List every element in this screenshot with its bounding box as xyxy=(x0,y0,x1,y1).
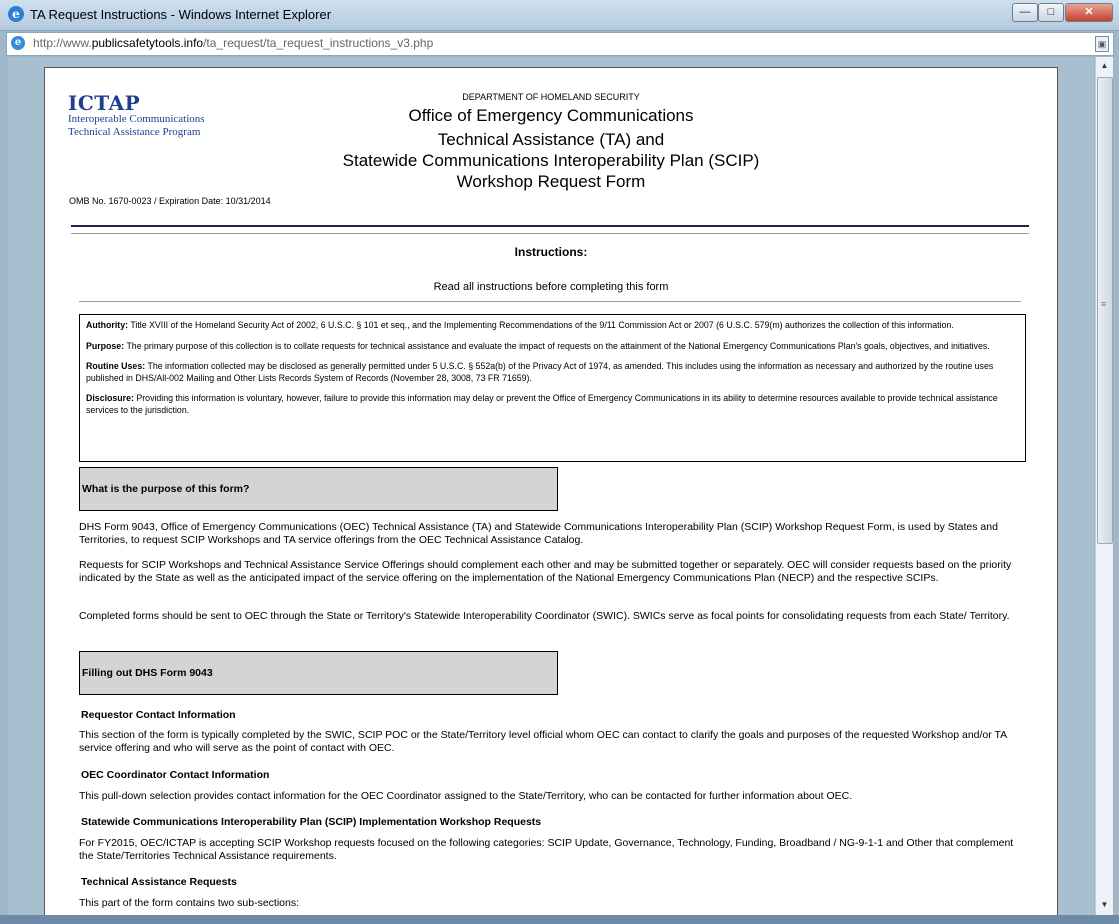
content-viewport xyxy=(8,57,1094,915)
url-domain: publicsafetytools.info xyxy=(91,36,204,50)
purpose-paragraph-3: Completed forms should be sent to OEC through the State or Territory's Statewide Interoperability Coordinator (SWIC). SWICs serve as focal points for consolidating requests from each State/ Territory. xyxy=(79,610,1010,622)
form-page xyxy=(44,67,1058,915)
header-divider-thick xyxy=(71,225,1029,227)
close-button[interactable]: ✕ xyxy=(1065,3,1113,22)
purpose-label: Purpose: xyxy=(86,340,125,351)
form-title-line4: Workshop Request Form xyxy=(456,172,646,191)
disclosure-paragraph xyxy=(86,393,1019,416)
url-prefix: http://www. xyxy=(33,36,92,50)
scip-subheading: Statewide Communications Interoperability Plan (SCIP) Implementation Workshop Requests xyxy=(81,816,542,828)
ictap-logo: ICTAP xyxy=(68,91,141,115)
header-divider-thin xyxy=(71,233,1029,234)
oec-coordinator-text: This pull-down selection provides contact information for the OEC Coordinator assigned to the State/Territory, who can be contacted for further information about OEC. xyxy=(79,790,853,802)
instructions-heading: Instructions: xyxy=(514,245,588,259)
routine-uses-paragraph xyxy=(86,361,1019,384)
address-bar[interactable] xyxy=(6,32,1114,56)
scroll-up-arrow-icon[interactable]: ▲ xyxy=(1100,61,1109,70)
internet-explorer-icon: e xyxy=(8,6,24,22)
requestor-text: This section of the form is typically completed by the SWIC, SCIP POC or the State/Territory level official whom OEC can contact to clarify the goals and purposes of the requested Workshop and/or TA service offering and who will serve as the point of contact with OEC. xyxy=(79,729,1007,754)
department-label: DEPARTMENT OF HOMELAND SECURITY xyxy=(462,92,640,102)
ta-requests-subheading: Technical Assistance Requests xyxy=(81,876,237,888)
url-path: /ta_request/ta_request_instructions_v3.php xyxy=(203,36,434,50)
window-titlebar[interactable] xyxy=(0,0,1119,31)
maximize-button[interactable]: □ xyxy=(1038,3,1064,22)
disclosure-text: Providing this information is voluntary, however, failure to provide this information may delay or prevent the Office of Emergency Communications in its ability to determine resources available to provide technical assistance services to the jurisdiction. xyxy=(86,393,998,415)
omb-number: OMB No. 1670-0023 / Expiration Date: 10/31/2014 xyxy=(69,196,271,206)
vertical-scrollbar[interactable] xyxy=(1095,57,1113,915)
authority-box xyxy=(79,314,1026,462)
purpose-paragraph-2: Requests for SCIP Workshops and Technical Assistance Service Offerings should complement each other and may be submitted together or separately. OEC will consider requests based on the priority indicated by the State as well as the anticipated impact of the service offering on the implementation of the National Emergency Communications Plan (NECP) and the respective SCIPs. xyxy=(79,559,1012,584)
purpose-section-header: What is the purpose of this form? xyxy=(79,467,558,511)
authority-text: Title XVIII of the Homeland Security Act of 2002, 6 U.S.C. § 101 et seq., and the Implementing Recommendations of the 9/11 Commission Act or 2007 (6 U.S.C. 579(m) authorizes the collection of this information. xyxy=(130,320,954,330)
filling-section-header: Filling out DHS Form 9043 xyxy=(79,651,558,695)
taskbar-strip xyxy=(0,915,1119,924)
routine-uses-label: Routine Uses: xyxy=(86,361,146,371)
compatibility-view-icon[interactable]: ▣ xyxy=(1095,36,1109,52)
form-title-line2: Technical Assistance (TA) and xyxy=(437,130,665,149)
requestor-subheading: Requestor Contact Information xyxy=(81,709,236,721)
page-favicon-icon: e xyxy=(11,36,25,50)
logo-subtitle-line1: Interoperable Communications xyxy=(68,113,205,125)
ta-requests-text: This part of the form contains two sub-sections: xyxy=(79,897,300,909)
url-text[interactable] xyxy=(33,36,433,50)
form-title-line3: Statewide Communications Interoperability Plan (SCIP) xyxy=(342,151,760,170)
scrollbar-thumb[interactable] xyxy=(1097,77,1113,544)
instructions-divider xyxy=(79,301,1021,302)
minimize-button[interactable]: — xyxy=(1012,3,1038,22)
read-all-note: Read all instructions before completing this form xyxy=(433,281,669,293)
form-title-line1: Office of Emergency Communications xyxy=(408,106,694,125)
scroll-down-arrow-icon[interactable]: ▼ xyxy=(1100,900,1109,909)
disclosure-label: Disclosure: xyxy=(86,393,134,403)
scrollbar-grip-icon: ≡ xyxy=(1101,299,1107,309)
purpose-paragraph-1: DHS Form 9043, Office of Emergency Communications (OEC) Technical Assistance (TA) and Statewide Communications Interoperability Plan (SCIP) Workshop Request Form, is used by States and Territories, to request SCIP Workshops and TA service offerings from the OEC Technical Assistance Catalog. xyxy=(79,521,998,546)
routine-uses-text: The information collected may be disclosed as generally permitted under 5 U.S.C. § 552a(b) of the Privacy Act of 1974, as amended. This includes using the information as necessary and authorized by the routine uses published in DHS/All-002 Mailing and Other Lists Records System of Records (November 28, 3008, 73 FR 71659). xyxy=(86,361,994,383)
logo-subtitle-line2: Technical Assistance Program xyxy=(68,126,201,138)
authority-label: Authority: xyxy=(86,320,129,330)
purpose-text: The primary purpose of this collection is to collate requests for technical assistance and evaluate the impact of requests on the attainment of the National Emergency Communications Plan's goals, objectives, and initiatives. xyxy=(126,340,990,351)
oec-coordinator-subheading: OEC Coordinator Contact Information xyxy=(81,769,270,781)
authority-paragraph xyxy=(86,320,1019,332)
purpose-paragraph xyxy=(86,341,1019,353)
window-title: TA Request Instructions - Windows Internet Explorer xyxy=(30,7,332,22)
scip-text: For FY2015, OEC/ICTAP is accepting SCIP Workshop requests focused on the following categories: SCIP Update, Governance, Technology, Funding, Broadband / NG-9-1-1 and Other that complement the State/Territories Technical Assistance requirements. xyxy=(79,837,1014,862)
